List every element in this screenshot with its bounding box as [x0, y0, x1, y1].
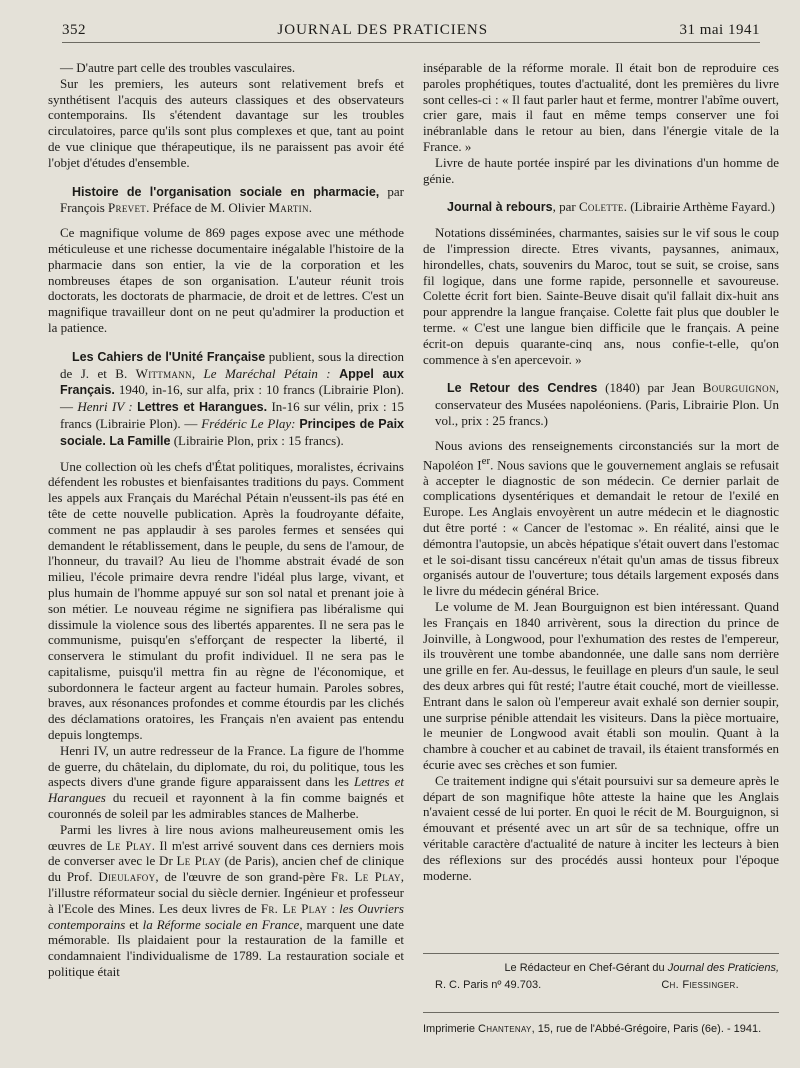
review-paragraph: Ce magnifique volume de 869 pages expose avec une méthode méticuleuse et une richesse documentaire inégalable l'histoire de la pharmacie dans son entier, la vie de la corporation et les nombreuses étapes de son organisation. L'auteur réunit trois doctorats, les doctorats de pharmacie, de droit et de lettres. C'est un magnifique travailleur dont on ne peut qu'admirer la production et la patience.: [48, 225, 404, 335]
book-title: Les Cahiers de l'Unité Française: [72, 349, 266, 364]
editor-line: Le Rédacteur en Chef-Gérant du Journal des Praticiens,: [504, 962, 779, 974]
review-paragraph: Ce traitement indigne qui s'était poursuivi sur sa demeure après le départ de son magnifique hôte atteste la haine que les Anglais n'avaient cessé de lui porter. En quoi le récit de M. Bourguignon, si émouvant et présenté avec un art sûr de sa technique, offre un véritable caractère d'actualité de nature à inciter les lecteurs à bien des réflexions sur des procédés aussi honteux pour l'époque moderne.: [423, 772, 779, 883]
printer-name: Chantenay: [478, 1023, 532, 1035]
author-name: Prevet: [108, 200, 147, 216]
continued-paragraph: inséparable de la réforme morale. Il était bon de reproduire ces paroles prophétiques, toutes d'actualité, dont les premières du livre sont celles-ci : « Il faut parler haut et ferme, montrer l'abîme ouvert, crier gare, mais il faut en même temps conserver une foi inébranlable dans le retour au bien, dans l'énergie vitale de la France. »: [423, 60, 779, 154]
review-paragraph: Une collection où les chefs d'État politiques, moralistes, écrivains défendent les robustes et bienfaisantes traditions du pays. Comment les appels aux Français du Maréchal Pétain n'eussent-ils pas été en tête de cette nouvelle publication. Après la foudroyante défaite, comment ne pas applaudir à ses paroles fermes et sensées qui demandent le rétablissement, dans le peuple, du sens de l'amour, de l'honneur, du travail? Au lieu de l'homme abstrait évadé de son milieu, l'école primaire devra rendre l'idéal plus large, vivant, et plus humain de l'homme appuyé sur son sol natal et prenant joie à son métier. Le nouveau régime ne signifiera pas libéralisme qui dissimule la violence sous des libertés apparentes. Il ne sera pas le communisme, puisqu'en s'efforçant de respecter la liberté, il conservera le stimulant du profit individuel. Il ne sera pas le capitalisme, puisqu'il mettra fin au règne de l'économique, et subordonnera le facteur argent au facteur humain. Paroles sobres, braves, aux résonances profondes et comme étourdis par les clichés des déclamations oratoires, les Français n'en avaient pas entendu depuis longtemps.: [48, 458, 404, 743]
author-name: Bourguignon: [702, 380, 776, 396]
registry-number: R. C. Paris nº 49.703.: [435, 979, 542, 991]
author-name: Colette: [578, 199, 624, 215]
page-number: 352: [62, 21, 86, 38]
page-header: [62, 18, 760, 43]
review-heading-cahiers: Les Cahiers de l'Unité Française publient, sous la direction de J. et B. Wittmann, Le Maréchal Pétain : Appel aux Français. 1940, in-16, sur alfa, prix : 10 francs (Librairie Plon). — Henri IV : Lettres et Harangues. In-16 sur vélin, prix : 15 francs (Librairie Plon). — Frédéric Le Play: Principes de Paix sociale. La Famille (Librairie Plon, prix : 15 francs).: [60, 348, 404, 448]
review-paragraph: Le volume de M. Jean Bourguignon est bien intéressant. Quand les Français en 1840 arrivèrent, sous la direction du prince de Joinville, à Longwood, pour l'exhumation des restes de l'empereur, ils trouvèrent une tombe abandonnée, une dalle sans nom derrière une grille en fer. Au-dessus, le feuillage en pleurs d'un saule, le seul des deux arbres qui fût resté; l'autre était couché, mort de vieillesse. Entrant dans le salon où l'empereur avait exhalé son dernier soupir, une surprise pénible attendait les visiteurs. Dans la pièce mortuaire, le meunier de Longwood avait établi son moulin. Quant à la chambre à coucher et au cabinet de travail, ils étaient transformés en écurie avec ses crèches et son fumier.: [423, 599, 779, 772]
preface-author: Martin: [268, 200, 309, 216]
review-heading-rebours: Journal à rebours, par Colette. (Librairie Arthème Fayard.): [447, 199, 775, 215]
review-heading-cendres: Le Retour des Cendres (1840) par Jean Bourguignon, conservateur des Musées napoléoniens. (Paris, Librairie Plon. Un vol., prix : 25 francs.): [435, 380, 779, 428]
editor-credits: [423, 953, 779, 994]
printer-line: Imprimerie Chantenay, 15, rue de l'Abbé-Grégoire, Paris (6e). - 1941.: [423, 1012, 779, 1035]
review-paragraph: Nous avions des renseignements circonstanciés sur la mort de Napoléon Ier. Nous savions que le gouvernement anglais se refusait à accepter le diagnostic de son médecin. Ce dernier parlait de complications dysentériques et demandait le retour de l'exilé en Europe. Les Anglais envoyèrent un autre médecin et le diagnostic dut être porté : « Cancer de l'estomac ». En réalité, ainsi que le démontra l'autopsie, un abcès hépatique s'était ouvert dans l'estomac et le soi-disant tissu cancéreux n'était qu'un amas de tissus fibreux organisés autour de l'ouverture; tous détails largement exposés dans le livre du médecin général Brice.: [423, 437, 779, 599]
editor-signature: Ch. Fiessinger.: [661, 979, 739, 991]
intro-line: — D'autre part celle des troubles vasculaires.: [60, 60, 296, 75]
book-title: Histoire de l'organisation sociale en pharmacie,: [72, 184, 380, 199]
registry-line: [423, 977, 779, 994]
journal-title: JOURNAL DES PRATICIENS: [277, 21, 489, 38]
right-column: [423, 60, 779, 883]
review-paragraph: Henri IV, un autre redresseur de la France. La figure de l'homme de guerre, du châtelain, du diplomate, du roi, du politique, tous les aspects divers d'une grande figure apparaissent dans les Lettres et Harangues du recueil et rayonnent à la fin comme baignés et couronnés de soleil par les admirables stances de Malherbe.: [48, 742, 404, 822]
review-paragraph: Notations disséminées, charmantes, saisies sur le vif sous le coup de l'impression directe. Etres vivants, paysannes, animaux, hirondelles, chats, souvenirs du Maroc, tout se suit, se croise, sans fil logique, dans une forme rapide, personnelle et savoureuse. Colette écrit fort bien. Sainte-Beuve disait qu'il fallait dix-huit ans pour apprendre la langue française. Colette fait plus que doubler le terme. « C'est une langue bien difficile que le français. A peine écrit-on depuis quarante-cinq ans, nous confie-t-elle, qu'on commence à s'en apercevoir. »: [423, 225, 779, 367]
left-column: [48, 60, 404, 980]
book-title: Journal à rebours: [447, 200, 553, 215]
review-paragraph: Parmi les livres à lire nous avions malheureusement omis les œuvres de Le Play. Il m'est arrivé souvent dans ces derniers mois de converser avec le Dr Le Play (de Paris), ancien chef de clinique du Prof. Dieulafoy, de l'œuvre de son grand-père Fr. Le Play, l'illustre réformateur social du siècle dernier. Ingénieur et professeur à l'Ecole des Mines. Les deux livres de Fr. Le Play : les Ouvriers contemporains et la Réforme sociale en France, marquent une date mémorable. Ils plaidaient pour la restauration de la famille et condamnaient l'individualisme de 1789. La restauration sociale et politique était: [48, 821, 405, 980]
review-heading-organisation: Histoire de l'organisation sociale en pharmacie, par François Prevet. Préface de M. Olivier Martin.: [60, 183, 404, 216]
book-title: Le Retour des Cendres: [447, 381, 598, 396]
review-paragraph: Livre de haute portée inspiré par les divinations d'un homme de génie.: [423, 154, 779, 186]
intro-paragraph: Sur les premiers, les auteurs sont relativement brefs et synthétisent l'acquis des auteurs classiques et des observateurs contemporains. Ils s'étendent davantage sur les troubles circulatoires, parce qu'ils sont plus complexes et que, tant au point de vue clinique que thérapeutique, ils ne paraissent pas avoir été l'objet d'études d'ensemble.: [48, 75, 404, 170]
issue-date: 31 mai 1941: [679, 21, 760, 38]
